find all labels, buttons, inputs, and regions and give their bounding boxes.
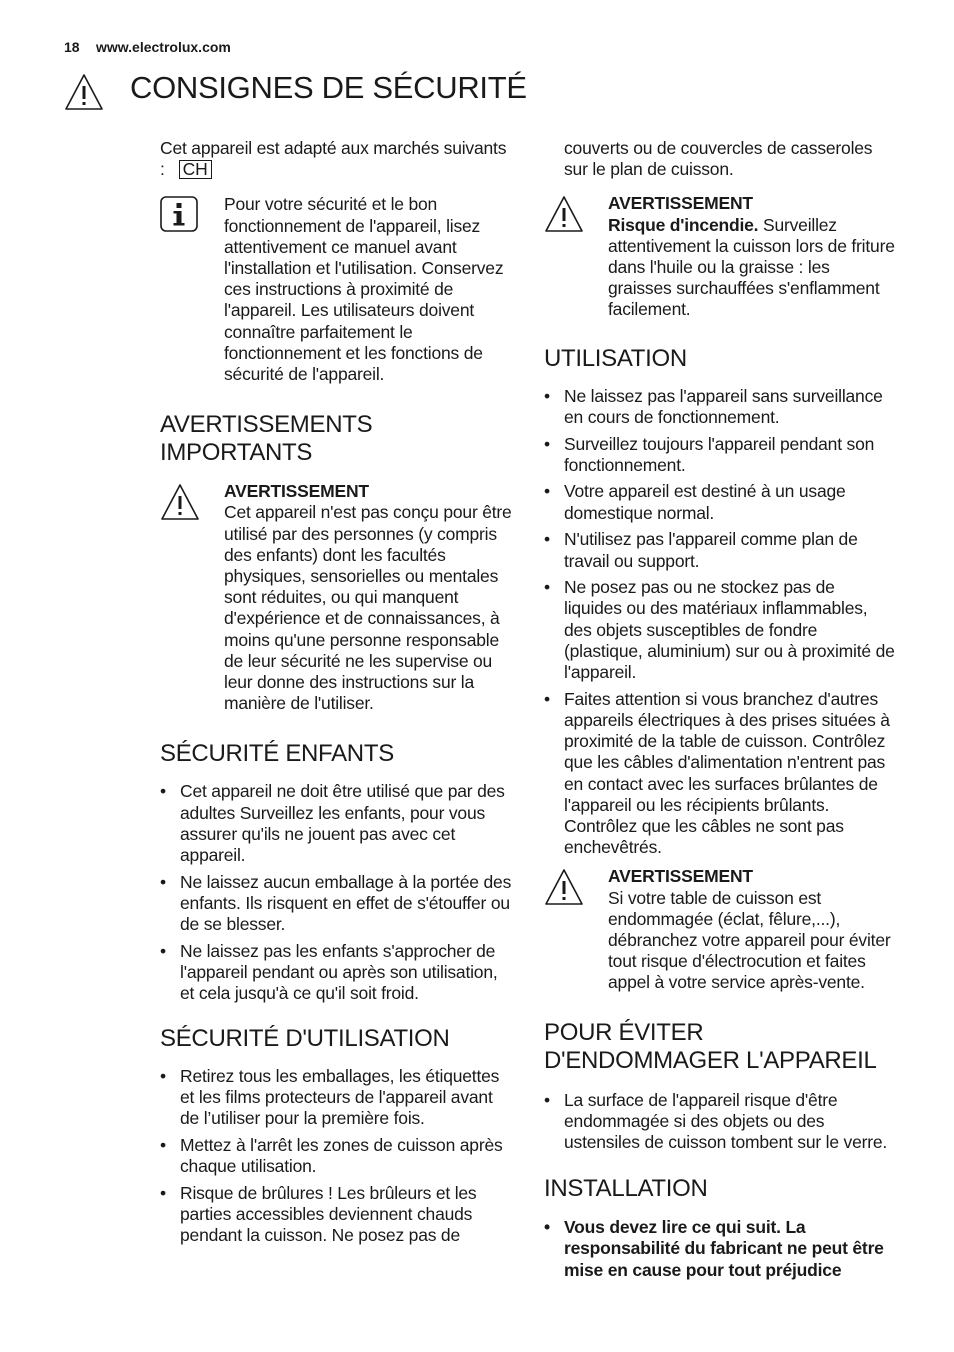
list-item: • Ne laissez aucun emballage à la portée des enfants. Ils risquent en effet de s'étouffer ou de se blesser.	[160, 872, 512, 936]
heading-avoid-damage: POUR ÉVITER D'ENDOMMAGER L'APPAREIL	[544, 1018, 877, 1074]
market-code-badge: CH	[179, 160, 212, 179]
list-item: • Faites attention si vous branchez d'autres appareils électriques à des prises situées à proximité de la table de cuisson. Contrôlez que les câbles d'alimentation n'entrent pas en contact avec les surfaces brûlantes de l'appareil ou les récipients brûlants. Contrôlez que les câbles ne sont pas enchevêtrés.	[544, 689, 896, 859]
warning-important	[160, 481, 512, 714]
list-item: • Votre appareil est destiné à un usage domestique normal.	[544, 481, 896, 523]
warning-title: AVERTISSEMENT	[608, 866, 753, 887]
info-notice	[160, 194, 512, 385]
website-url: www.electrolux.com	[96, 39, 231, 55]
warning-electrocution	[544, 866, 896, 993]
list-item: • N'utilisez pas l'appareil comme plan de travail ou support.	[544, 529, 896, 571]
list-item: • Ne posez pas ou ne stockez pas de liquides ou des matériaux inflammables, des objets susceptibles de fondre (plastique, aluminium) sur ou à proximité de l'appareil.	[544, 577, 896, 683]
warning-triangle-icon	[160, 483, 200, 521]
list-item: • Ne laissez pas l'appareil sans surveillance en cours de fonctionnement.	[544, 386, 896, 428]
warning-title: AVERTISSEMENT	[608, 193, 753, 214]
installation-list	[544, 1217, 896, 1281]
list-item: • Surveillez toujours l'appareil pendant son fonctionnement.	[544, 434, 896, 476]
heading-important-warnings: AVERTISSEMENTS IMPORTANTS	[160, 411, 373, 467]
warning-text: Si votre table de cuisson est endommagée (éclat, fêlure,...), débranchez votre appareil pour éviter tout risque d'électrocution et faites appel à votre service après-vente.	[608, 887, 891, 993]
avoid-damage-list	[544, 1090, 896, 1154]
list-item: • Retirez tous les emballages, les étiquettes et les films protecteurs de l'appareil avant de l’utiliser pour la première fois.	[160, 1066, 512, 1130]
list-item: • Vous devez lire ce qui suit. La responsabilité du fabricant ne peut être mise en cause pour tout préjudice	[544, 1217, 896, 1281]
usage-list	[544, 386, 896, 859]
warning-text	[608, 215, 896, 321]
usage-safety-list	[160, 1066, 512, 1247]
page-title: CONSIGNES DE SÉCURITÉ	[130, 70, 527, 105]
heading-installation: INSTALLATION	[544, 1175, 708, 1203]
continued-text: couverts ou de couvercles de casseroles sur le plan de cuisson.	[564, 138, 873, 180]
page-number: 18	[64, 39, 80, 55]
list-item: • Cet appareil ne doit être utilisé que par des adultes Surveillez les enfants, pour vous assurer qu'ils ne jouent pas avec cet appareil.	[160, 781, 512, 866]
warning-text: Cet appareil n'est pas conçu pour être utilisé par des personnes (y compris des enfants) dont les facultés physiques, sensorielles ou mentales sont réduites, ou qui manquent d'expérience et de connaissances, à moins qu'une personne responsable de leur sécurité ne les supervise ou leur donne des instructions sur la manière de l'utiliser.	[224, 502, 512, 714]
list-item: • Ne laissez pas les enfants s'approcher de l'appareil pendant ou après son utilisation, et cela jusqu'à ce qu'il soit froid.	[160, 941, 512, 1005]
warning-triangle-icon	[544, 868, 584, 906]
market-intro	[160, 138, 512, 180]
warning-body: Surveillez attentivement la cuisson lors de friture dans l'huile ou la graisse : les graisses surchauffées s'enflamment facilement.	[608, 214, 895, 320]
right-column	[544, 138, 896, 1286]
list-item: • Risque de brûlures ! Les brûleurs et les parties accessibles deviennent chauds pendant la cuisson. Ne posez pas de	[160, 1183, 512, 1247]
left-column	[160, 138, 512, 1252]
info-icon	[160, 196, 200, 234]
heading-usage-safety: SÉCURITÉ D'UTILISATION	[160, 1024, 450, 1052]
heading-child-safety: SÉCURITÉ ENFANTS	[160, 740, 394, 768]
heading-usage: UTILISATION	[544, 344, 687, 372]
warning-triangle-icon	[544, 195, 584, 233]
warning-triangle-icon	[64, 73, 104, 111]
list-item: • Mettez à l'arrêt les zones de cuisson après chaque utilisation.	[160, 1135, 512, 1177]
warning-lead: Risque d'incendie.	[608, 214, 759, 235]
warning-fire	[544, 193, 896, 320]
child-safety-list	[160, 781, 512, 1004]
market-intro-text: Cet appareil est adapté aux marchés suivants :	[160, 138, 507, 180]
list-item: • La surface de l'appareil risque d'être endommagée si des objets ou des ustensiles de cuisson tombent sur le verre.	[544, 1090, 896, 1154]
info-text: Pour votre sécurité et le bon fonctionnement de l'appareil, lisez attentivement ce manuel avant l'installation et l'utilisation. Conservez ces instructions à proximité de l'appareil. Les utilisateurs doivent connaître parfaitement le fonctionnement et les fonctions de sécurité de l'appareil.	[224, 194, 504, 385]
warning-title: AVERTISSEMENT	[224, 481, 369, 502]
